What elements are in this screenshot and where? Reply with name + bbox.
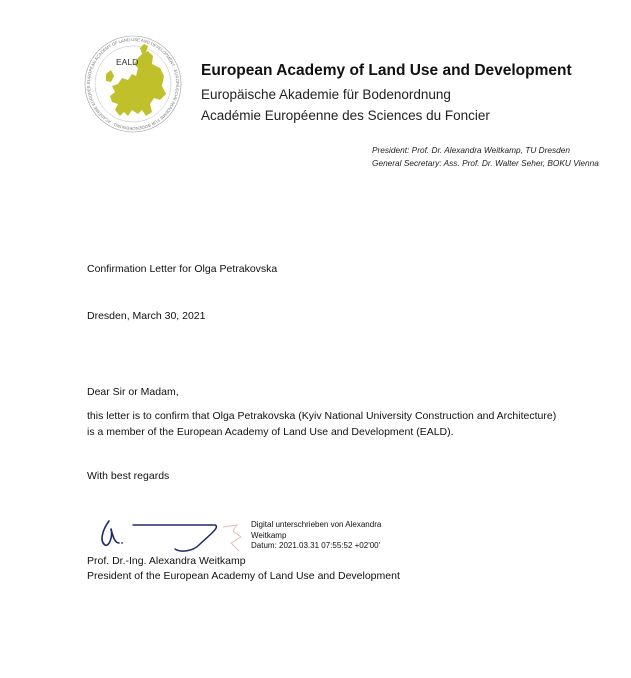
letter-closing: With best regards [87,470,170,482]
signer-title: President of the European Academy of Land Use and Development [87,570,400,582]
president-line: President: Prof. Dr. Alexandra Weitkamp, TU Dresden [372,145,570,155]
org-name-french: Académie Européenne des Sciences du Foncier [201,108,490,123]
eald-logo [82,34,184,134]
signature-initial-stroke [102,521,119,545]
letter-body-line-2: is a member of the European Academy of Land Use and Development (EALD). [87,426,454,438]
digital-signature-line-1: Digital unterschrieben von Alexandra [251,520,382,529]
signature-main-stroke [133,525,216,551]
signature-red-stamp-mark [223,525,241,551]
signer-name: Prof. Dr.-Ing. Alexandra Weitkamp [87,555,246,567]
org-name-german: Europäische Akademie für Bodenordnung [201,87,451,102]
logo-ring-text: EUROPEAN ACADEMY OF LAND USE AND DEVELOPMENT · EUROPÄISCHE AKADEMIE FÜR BODENORDNUNG · ACADÉMIE EUROPÉE [85,36,181,132]
digital-signature-line-2: Weitkamp [251,530,287,540]
letter-salutation: Dear Sir or Madam, [87,386,179,398]
officers-block [372,144,599,169]
letter-place-date: Dresden, March 30, 2021 [87,310,206,322]
digital-signature-note [251,520,381,552]
secretary-line: General Secretary: Ass. Prof. Dr. Walter Seher, BOKU Vienna [372,157,599,168]
org-name-english: European Academy of Land Use and Development [201,62,572,79]
logo-eald-text: EALD [116,57,139,67]
letter-body-line-1: this letter is to confirm that Olga Petrakovska (Kyiv National University Construction and Architecture) [87,410,557,422]
british-isles-shape [106,70,114,82]
eald-logo-graphic [82,34,184,134]
letter-subject: Confirmation Letter for Olga Petrakovska [87,263,278,275]
digital-signature-date: Datum: 2021.03.31 07:55:52 +02'00' [251,541,381,550]
signature-dot [121,542,123,544]
handwritten-signature [95,515,255,557]
